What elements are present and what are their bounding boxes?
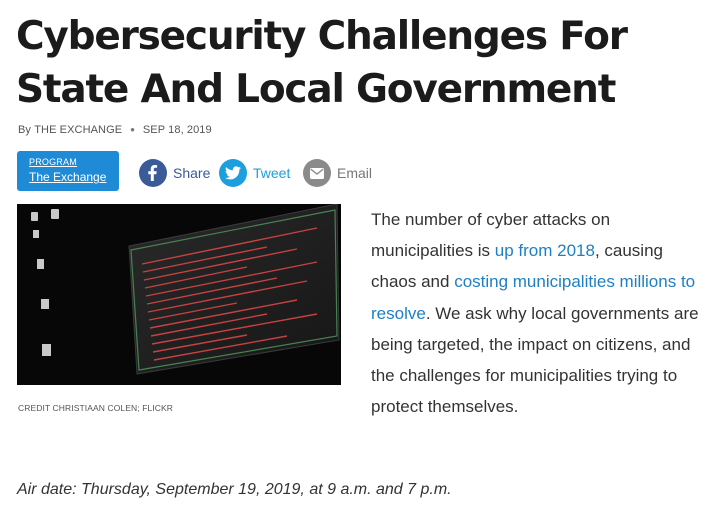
image-caption: CREDIT CHRISTIAAN COLEN; FLICKR (18, 403, 174, 413)
facebook-share-label: Share (173, 165, 211, 181)
twitter-share-label: Tweet (253, 165, 291, 181)
byline-prefix: By (18, 123, 32, 136)
air-date: Air date: Thursday, September 19, 2019, at 9 a.m. and 7 p.m. (17, 481, 452, 498)
article-title: Cybersecurity Challenges For State And Local Government (16, 14, 627, 112)
link-up-from-2018[interactable]: up from 2018 (494, 241, 595, 261)
summary-text-1: The number of cyber attacks on municipalities is (371, 210, 611, 261)
summary-text-3: . We ask why local governments are being targeted, the impact on citizens, and the challenges for municipalities trying to protect themselves. (371, 303, 699, 417)
byline (18, 122, 212, 137)
email-share-label: Email (337, 165, 373, 181)
article-summary (371, 204, 706, 422)
byline-separator: • (130, 122, 135, 137)
program-badge[interactable] (17, 151, 119, 191)
email-share-button[interactable] (303, 158, 372, 188)
facebook-icon (139, 159, 167, 187)
article-image (17, 204, 341, 385)
link-costing-millions[interactable]: costing municipalities millions to resolve (371, 272, 696, 323)
email-icon (303, 159, 331, 187)
summary-text-2: , causing chaos and (371, 241, 663, 292)
program-label: PROGRAM (29, 157, 77, 167)
hacked-screen-illustration (17, 204, 341, 385)
program-name: The Exchange (29, 170, 107, 184)
twitter-share-button[interactable] (219, 158, 290, 188)
facebook-share-button[interactable] (139, 158, 210, 188)
twitter-icon (219, 159, 247, 187)
publish-date: SEP 18, 2019 (142, 123, 212, 136)
author-link[interactable]: THE EXCHANGE (34, 123, 123, 136)
